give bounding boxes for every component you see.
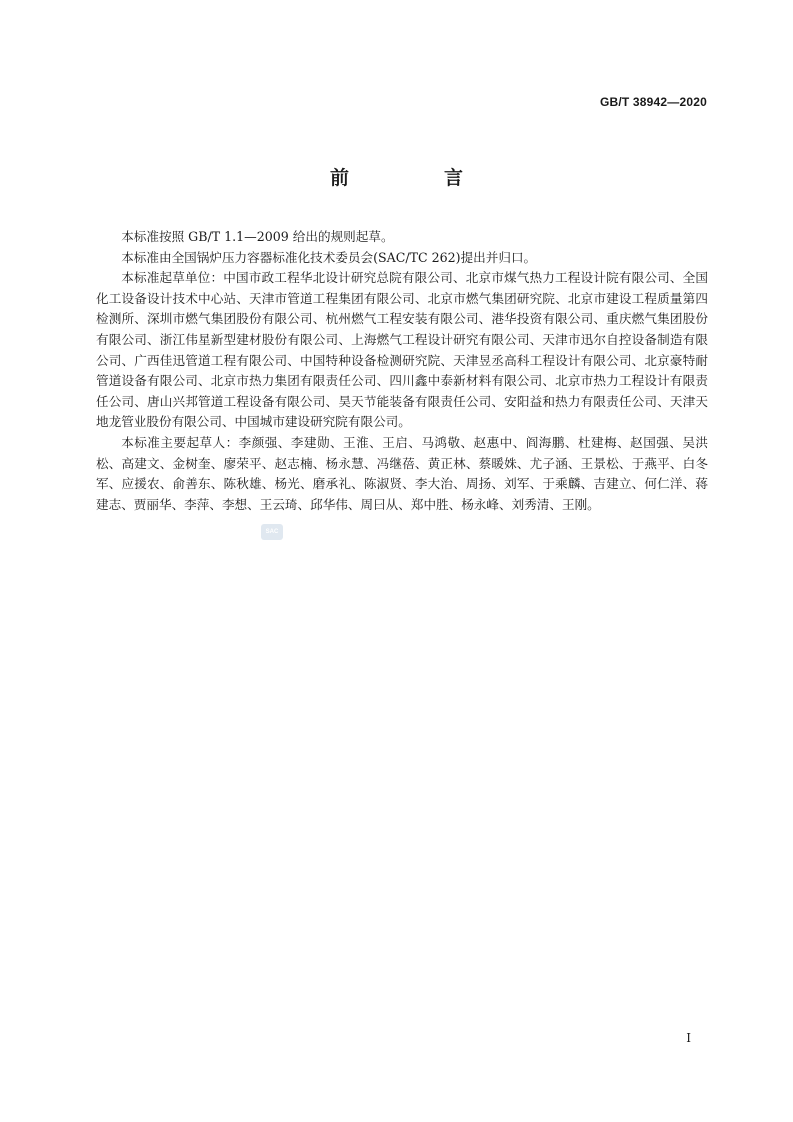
standard-code: GB/T 38942—2020 (599, 95, 707, 109)
sac-watermark-logo: SAC (261, 524, 283, 540)
paragraph-drafters: 本标准主要起草人：李颜强、李建勋、王淮、王启、马鸿敬、赵惠中、阎海鹏、杜建梅、赵国强、吴洪松、高建文、金树奎、廖荣平、赵志楠、杨永慧、冯继蓓、黄正林、蔡暖姝、尤子涵、王景松、于燕平、白冬军、应援农、俞善东、陈秋雄、杨光、磨承礼、陈淑贤、李大治、周扬、刘军、于乘麟、吉建立、何仁洋、蒋建志、贾丽华、李萍、李想、王云琦、邱华伟、周曰从、郑中胜、杨永峰、刘秀清、王刚。 (96, 434, 708, 512)
paragraph-proposer: 本标准由全国锅炉压力容器标准化技术委员会(SAC/TC 262)提出并归口。 (121, 249, 537, 265)
paragraph-drafting-units: 本标准起草单位：中国市政工程华北设计研究总院有限公司、北京市煤气热力工程设计院有限公司、全国化工设备设计技术中心站、天津市管道工程集团有限公司、北京市燃气集团研究院、北京市建设工程质量第四检测所、深圳市燃气集团股份有限公司、杭州燃气工程安装有限公司、港华投资有限公司、重庆燃气集团股份有限公司、浙江伟星新型建材股份有限公司、上海燃气工程设计研究有限公司、天津市迅尔自控设备制造有限公司、广西佳迅管道工程有限公司、中国特种设备检测研究院、天津昱丞高科工程设计有限公司、北京豪特耐管道设备有限公司、北京市热力集团有限责任公司、四川鑫中泰新材料有限公司、北京市热力工程设计有限责任公司、唐山兴邦管道工程设备有限公司、昊天节能装备有限责任公司、安阳益和热力有限责任公司、天津天地龙管业股份有限公司、中国城市建设研究院有限公司。 (96, 270, 708, 430)
page-number: I (686, 1031, 691, 1045)
foreword-body (96, 227, 708, 515)
paragraph-drafting-rules: 本标准按照 GB/T 1.1—2009 给出的规则起草。 (121, 229, 394, 244)
page-title: 前 言 (329, 167, 501, 189)
